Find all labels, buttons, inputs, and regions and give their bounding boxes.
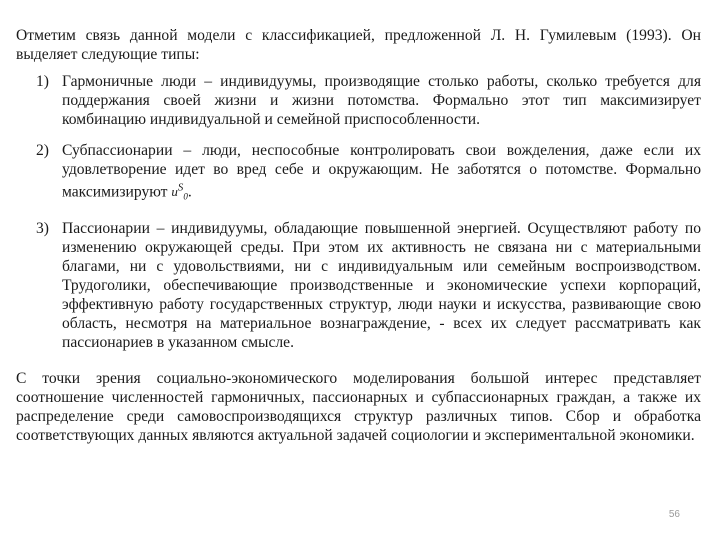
list-item-number: 1) [36,73,49,90]
formula-tail: . [187,183,192,201]
list-item-number: 2) [36,142,49,159]
list-item-text: Субпассионарии – люди, неспособные контролировать свои вожделения, даже если их удовлетворение идет во вред себе и окружающим. Не заботятся о потомстве. Формально максимизируют [62,142,701,201]
formula-sup: S [177,182,184,194]
intro-paragraph: Отметим связь данной модели с классификацией, предложенной Л. Н. Гумилевым (1993). Он выделяет следующие типы: [16,27,701,63]
outro-paragraph: С точки зрения социально-экономического моделирования большой интерес представляет соотношение численностей гармоничных, пассионарных и субпассионарных граждан, а также их распределение среди самовоспроизводящихся структур различных типов. Сбор и обработка соответствующих данных являются актуальной задачей социологии и экспериментальной экономики. [16,370,701,444]
list-item-text: Гармоничные люди – индивидуумы, производящие столько работы, сколько требуется для поддержания своей жизни и жизни потомства. Формально этот тип максимизирует комбинацию индивидуальной и семейной приспособленности. [62,73,701,128]
list-item [16,72,701,129]
types-list [16,72,701,364]
formula-sub: 0 [183,191,188,202]
formula [171,182,188,202]
list-item-text: Пассионарии – индивидуумы, обладающие повышенной энергией. Осуществляют работу по изменению окружающей среды. При этом их активность не связана ни с материальными благами, ни с удовольствиями, ни с индивидуальным или семейным воспроизводством. Трудоголики, обеспечивающие производственные и экономические успехи корпораций, эффективную работу государственных структур, люди науки и искусства, развивающие свою область, несмотря на материальное вознаграждение, - всех их следует рассматривать как пассионариев в указанном смысле. [62,219,701,351]
list-item [16,219,701,352]
list-item-number: 3) [36,219,49,237]
page-number: 56 [668,509,680,520]
formula-base: u [171,184,178,200]
list-item [16,141,701,207]
